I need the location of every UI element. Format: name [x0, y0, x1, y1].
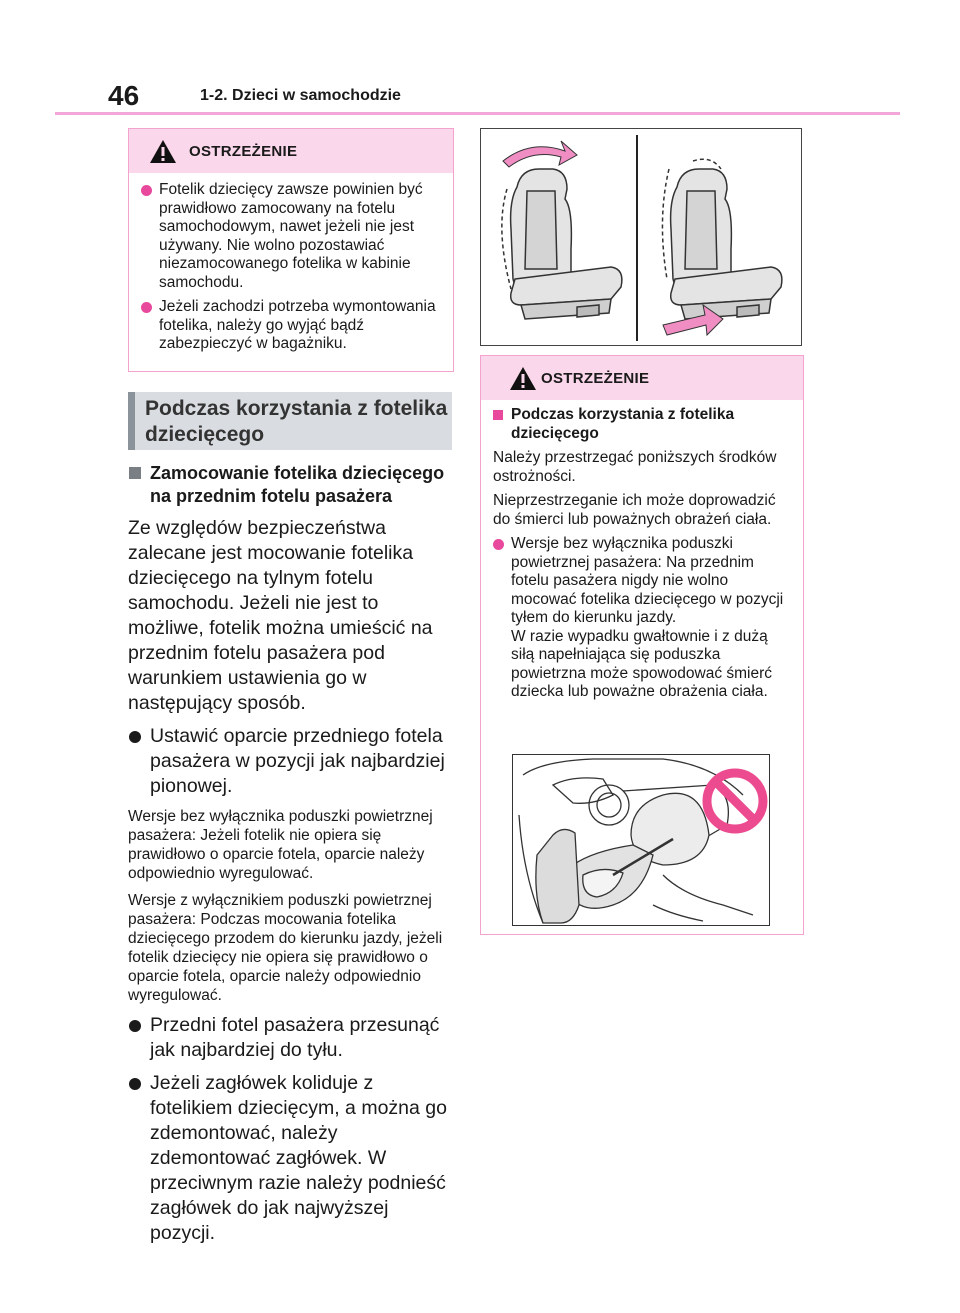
warning-subheading: Podczas korzystania z fotelika dziecięcego: [493, 406, 791, 443]
page-number: 46: [108, 80, 140, 111]
warning-title: OSTRZEŻENIE: [541, 370, 650, 387]
intro-paragraph: Ze względów bezpieczeństwa zalecane jest mocowanie fotelika dziecięcego na tylnym fotelu samochodu. Jeżeli nie jest to możliwe, fotelik można umieścić na przednim fotelu pasażera pod warunkiem ustawienia go w następujący sposób.: [128, 517, 433, 714]
warning-bullet-continuation: W razie wypadku gwałtownie i z dużą siłą napełniająca się poduszka powietrzna może spowodować śmierć dziecka lub poważne obrażenia ciała.: [511, 627, 773, 700]
prohibited-icon: [702, 768, 768, 834]
warning-title: OSTRZEŻENIE: [189, 143, 298, 160]
seat-diagram-icon: [481, 129, 801, 345]
section-heading: Podczas korzystania z fotelika dziecięcego: [128, 392, 452, 450]
warning-bullet: [493, 535, 791, 702]
warning-box-left: [128, 128, 454, 372]
warning-paragraph: Należy przestrzegać poniższych środków ostrożności.: [493, 449, 777, 485]
instruction-bullet: Jeżeli zagłówek koliduje z fotelikiem dziecięcym, a można go zdemontować, należy zdemontować zagłówek. W przeciwnym razie należy podnieść zagłówek do jak najwyższej pozycji.: [128, 1071, 456, 1246]
chapter-title: 1-2. Dzieci w samochodzie: [200, 87, 401, 104]
warning-header: [129, 129, 453, 173]
warning-triangle-icon: [509, 366, 537, 391]
note-paragraph: Wersje z wyłącznikiem poduszki powietrznej pasażera: Podczas mocowania fotelika dziecięcego przodem do kierunku jazdy, jeżeli fotelik dziecięcy nie opiera się prawidłowo o oparcie fotela, oparcie należy odpowiednio wyregulować.: [128, 892, 443, 1004]
warning-triangle-icon: [149, 139, 177, 164]
header-divider: [55, 112, 900, 115]
warning-bullet: Jeżeli zachodzi potrzeba wymontowania fotelika, należy go wyjąć bądź zabezpieczyć w bagażniku.: [141, 298, 441, 354]
instruction-bullet: Przedni fotel pasażera przesunąć jak najbardziej do tyłu.: [128, 1013, 456, 1063]
note-paragraph: Wersje bez wyłącznika poduszki powietrznej pasażera: Jeżeli fotelik nie opiera się prawidłowo o oparcie fotela, oparcie należy odpowiednio wyregulować.: [128, 808, 433, 882]
warning-paragraph: Nieprzestrzeganie ich może doprowadzić do śmierci lub poważnych obrażeń ciała.: [493, 492, 776, 528]
main-content: [128, 462, 456, 1254]
warning-header: [481, 356, 803, 400]
instruction-bullet: Ustawić oparcie przedniego fotela pasażera w pozycji jak najbardziej pionowej.: [128, 724, 456, 799]
seat-adjustment-illustration: [480, 128, 802, 346]
warning-bullet-text: Wersje bez wyłącznika poduszki powietrznej pasażera: Na przednim fotelu pasażera nigdy nie wolno mocować fotelika dziecięcego w pozycji tyłem do kierunku jazdy.: [511, 535, 784, 626]
subheading: Zamocowanie fotelika dziecięcego na przednim fotelu pasażera: [128, 462, 456, 508]
warning-bullet: Fotelik dziecięcy zawsze powinien być prawidłowo zamocowany na fotelu samochodowym, nawet jeżeli nie jest używany. Nie wolno pozostawiać niezamocowanego fotelika w kabinie samochodu.: [141, 181, 441, 292]
